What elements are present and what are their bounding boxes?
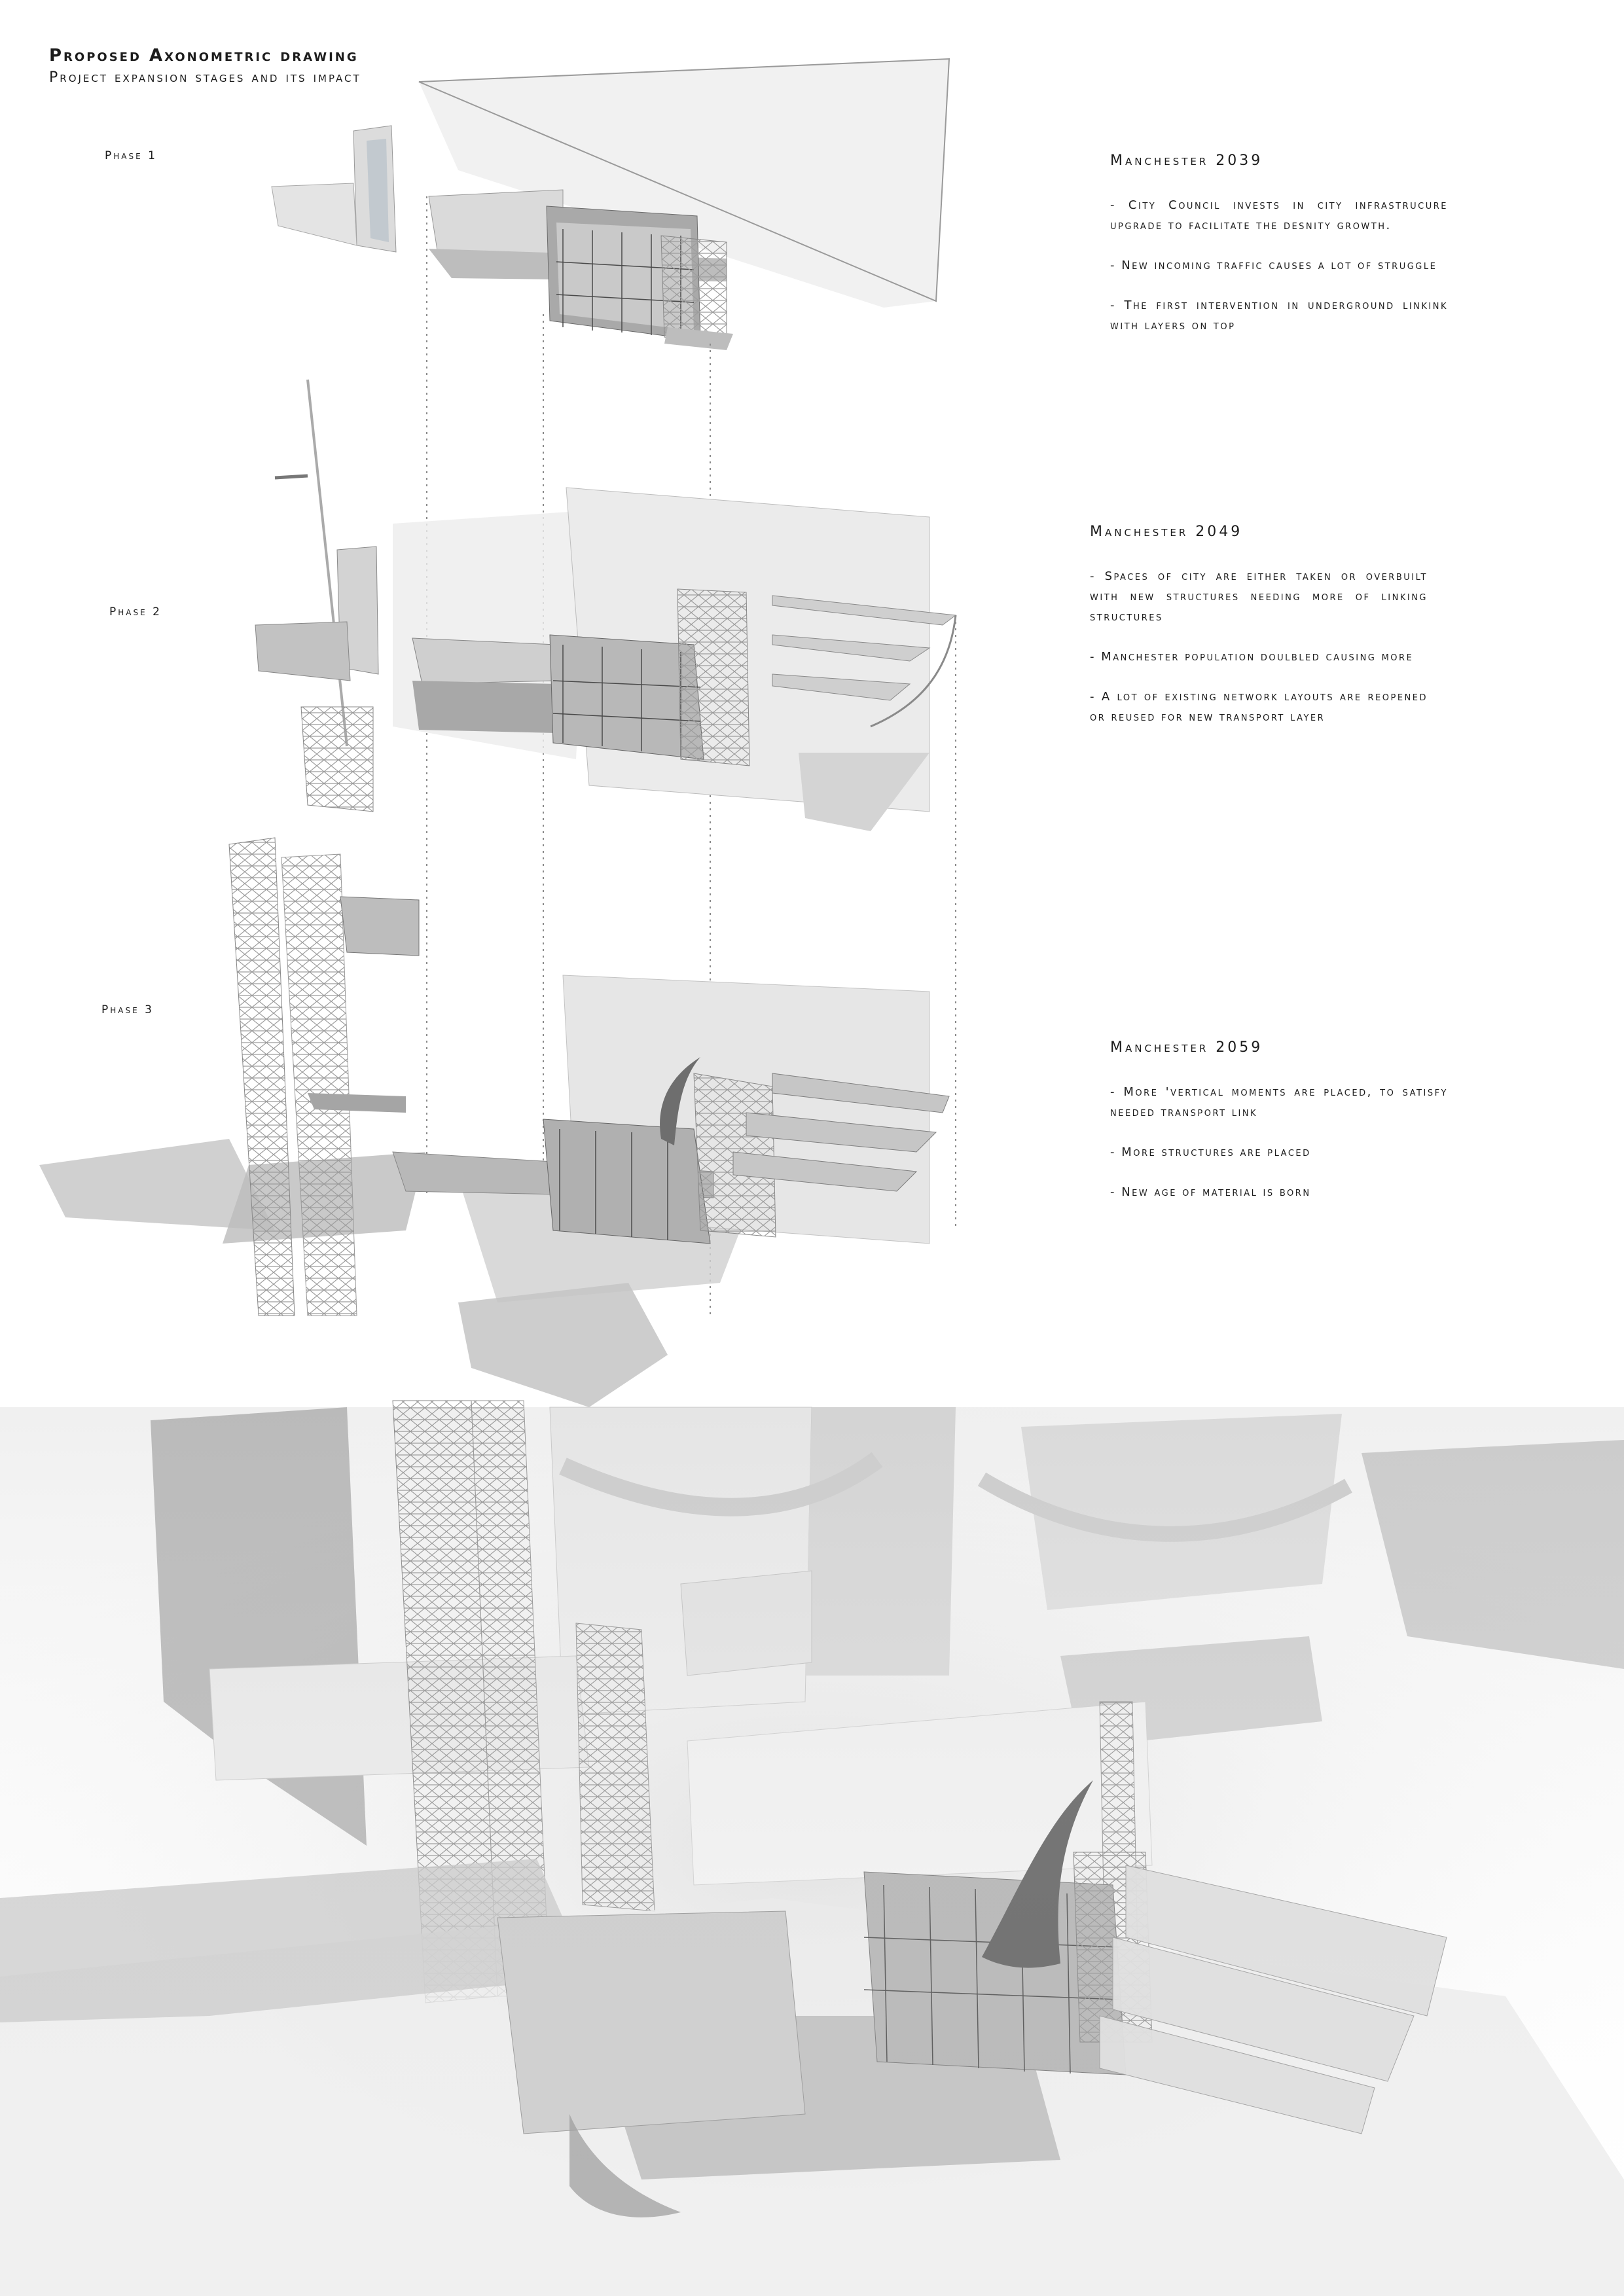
point-2039-1: - City Council invests in city infrastrucure upgrade to facilitate the desnity growth. bbox=[1110, 198, 1448, 232]
point-2059-1: - More 'vertical moments are placed, to satisfy needed transport link bbox=[1110, 1085, 1448, 1119]
phase-1-drawing bbox=[272, 59, 949, 350]
point-2039-3: - The first intervention in underground linkink with layers on top bbox=[1110, 298, 1448, 332]
phase-1-label: Phase 1 bbox=[105, 149, 157, 162]
text-block-2049 bbox=[1090, 524, 1428, 747]
point-2059-2: - More structures are placed bbox=[1110, 1145, 1311, 1159]
page-title: Proposed Axonometric drawing bbox=[49, 46, 359, 65]
text-block-2039 bbox=[1110, 152, 1448, 355]
point-2049-3: - A lot of existing network layouts are reopened or reused for new transport layer bbox=[1090, 690, 1428, 724]
point-2049-1: - Spaces of city are either taken or overbuilt with new structures needing more of linking structures bbox=[1090, 569, 1428, 624]
heading-2049: Manchester 2049 bbox=[1090, 524, 1243, 540]
point-2059-3: - New age of material is born bbox=[1110, 1185, 1311, 1199]
phase-2-label: Phase 2 bbox=[109, 605, 162, 619]
phase-2-drawing bbox=[255, 380, 956, 831]
large-render bbox=[0, 1401, 1624, 2296]
text-block-2059 bbox=[1110, 1039, 1448, 1222]
phase-3-drawing bbox=[39, 838, 949, 1407]
phase-3-label: Phase 3 bbox=[101, 1003, 154, 1016]
page-subtitle: Project expansion stages and its impact bbox=[49, 69, 361, 86]
heading-2059: Manchester 2059 bbox=[1110, 1039, 1263, 1056]
point-2049-2: - Manchester population doulbled causing more bbox=[1090, 650, 1414, 664]
point-2039-2: - New incoming traffic causes a lot of struggle bbox=[1110, 259, 1437, 272]
heading-2039: Manchester 2039 bbox=[1110, 152, 1263, 169]
